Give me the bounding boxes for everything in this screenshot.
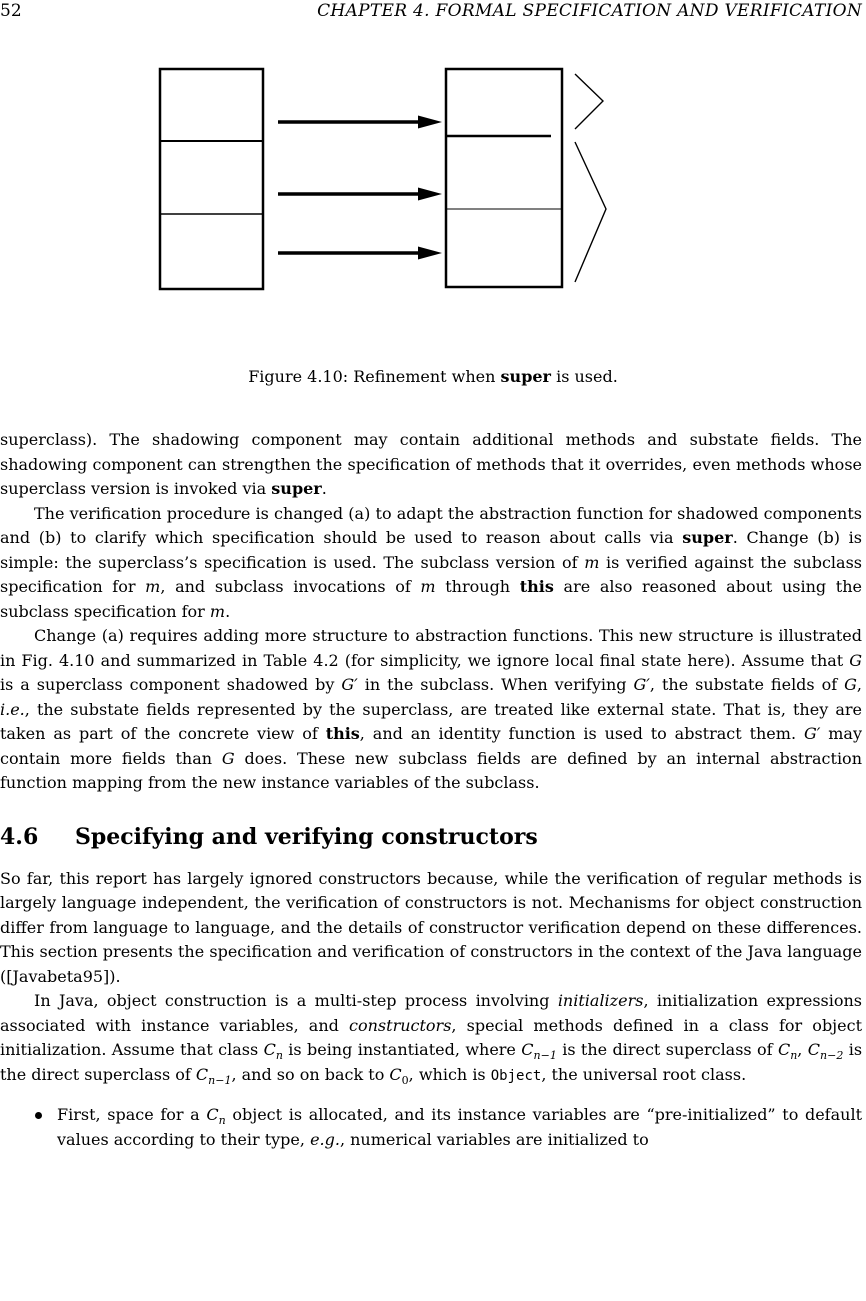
paragraph-4: So far, this report has largely ignored constructors because, while the verification of regular methods is largely language independent, the verification of constructors is not. Mechanisms for object construction differ from language to language, and the details of constructor verification depend on these differences. This section presents the specification and verification of constructors in the context of the Java language ([Javabeta95]). — [0, 868, 862, 986]
caption-text-end: is used. — [550, 367, 618, 386]
refinement-arrows — [278, 116, 442, 260]
refinement-figure — [155, 66, 615, 296]
page-number: 52 — [0, 1, 22, 21]
superclass-box — [160, 69, 263, 289]
caption-keyword: super — [500, 367, 551, 386]
grouping-brackets — [575, 74, 606, 282]
paragraph-5: In Java, object construction is a multi-step process involving initializers, initialization expressions associated with instance variables, and constructors, special methods defined in a class for object initialization. Assume that class $C_n$ is being instantiated, where $C_{n-1}$ is the direct superclass of $C_n$, $C_{n-2}$ is the direct superclass of $C_{n-1}$, and so on back to $C_0$, which is Object, the universal root class. — [0, 991, 863, 1087]
arrow-top — [278, 116, 442, 129]
caption-text: Figure 4.10: Refinement when — [248, 367, 501, 386]
construction-steps-list — [0, 1103, 862, 1152]
arrow-bottom — [278, 247, 442, 260]
figure-caption — [0, 366, 866, 388]
object-class-name: Object — [490, 1067, 542, 1084]
arrow-middle — [278, 188, 442, 201]
running-header — [0, 0, 862, 22]
section-heading — [0, 823, 862, 851]
paragraph-1: superclass). The shadowing component may contain additional methods and substate fields. The shadowing component can strengthen the specification of methods that it overrides, even methods whose superclass version is invoked via super. — [0, 430, 862, 498]
paragraph-3: Change (a) requires adding more structure to abstraction functions. This new structure is illustrated in Fig. 4.10 and summarized in Table 4.2 (for simplicity, we ignore local final state here). Assume that G is a superclass component shadowed by G′ in the subclass. When verifying G′, the substate fields of G, i.e., the substate fields represented by the superclass, are treated like external state. That is, they are taken as part of the concrete view of this, and an identity function is used to abstract them. G′ may contain more fields than G does. These new subclass fields are defined by an internal abstraction function mapping from the new instance variables of the subclass. — [0, 626, 863, 792]
chapter-title: CHAPTER 4. FORMAL SPECIFICATION AND VERIFICATION — [317, 1, 862, 21]
section-number: 4.6 — [0, 823, 39, 850]
paragraph-2: The verification procedure is changed (a) to adapt the abstraction function for shadowed components and (b) to clarify which specification should be used to reason about calls via super. Change (b) is simple: the superclass’s specification is used. The subclass version of m is verified against the subclass specification for m, and subclass invocations of m through this are also reasoned about using the subclass specification for m. — [0, 503, 863, 621]
body-text — [0, 428, 862, 1152]
subclass-box — [446, 69, 562, 287]
section-title: Specifying and verifying constructors — [75, 823, 538, 850]
list-item: First, space for a $C_n$ object is allocated, and its instance variables are “pre-initialized” to default values according to their type, e.g., numerical variables are initialized to — [0, 1103, 862, 1152]
